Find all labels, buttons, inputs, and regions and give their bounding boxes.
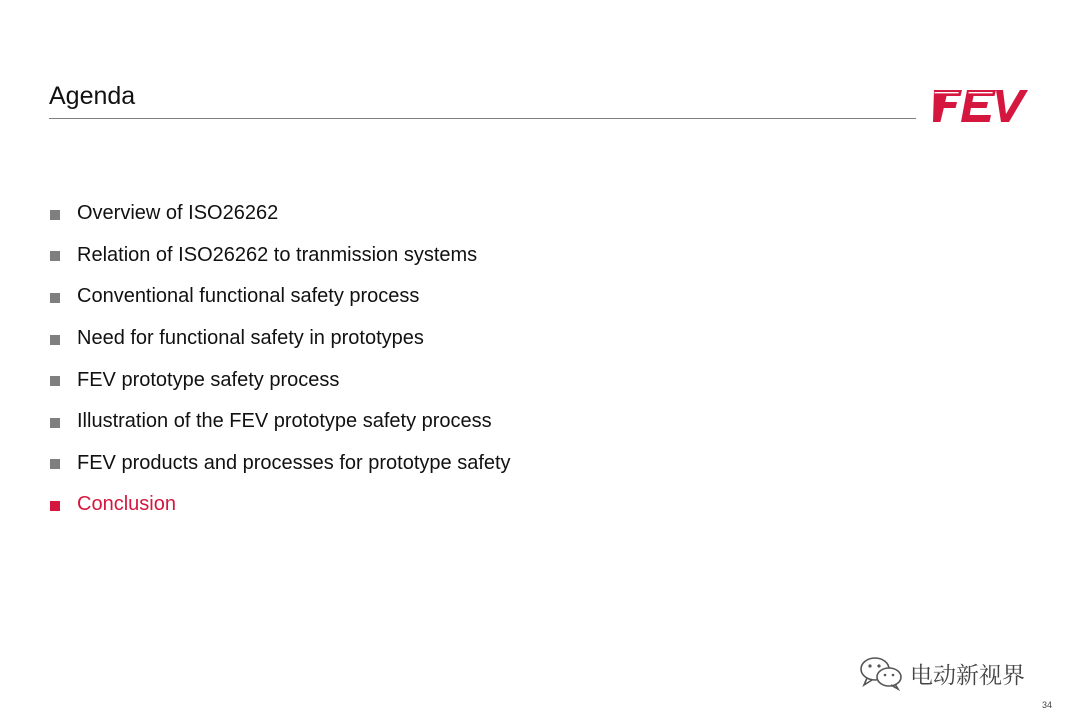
agenda-list	[50, 193, 511, 526]
agenda-item	[50, 443, 511, 485]
agenda-item-label: Need for functional safety in prototypes	[77, 327, 424, 350]
bullet-square-icon	[50, 210, 60, 220]
agenda-item-label: Overview of ISO26262	[77, 202, 279, 225]
agenda-item-label: Conclusion	[77, 493, 176, 516]
title-divider	[49, 118, 916, 119]
agenda-item-label: Relation of ISO26262 to tranmission systems	[77, 243, 478, 266]
agenda-item-current	[50, 484, 511, 526]
agenda-item	[50, 318, 511, 360]
agenda-item-label: FEV products and processes for prototype safety	[77, 451, 511, 474]
agenda-item-label: Conventional functional safety process	[77, 285, 420, 308]
watermark-text: 电动新视界	[910, 662, 1025, 689]
bullet-square-icon	[50, 459, 60, 469]
bullet-square-icon	[50, 293, 60, 303]
agenda-item	[50, 359, 511, 401]
agenda-item	[50, 193, 511, 235]
bullet-square-icon	[50, 418, 60, 428]
agenda-item	[50, 235, 511, 277]
bullet-square-icon	[50, 501, 60, 511]
agenda-item-label: Illustration of the FEV prototype safety process	[77, 410, 492, 433]
slide-title: Agenda	[49, 82, 136, 110]
bullet-square-icon	[50, 376, 60, 386]
wechat-icon	[858, 655, 904, 691]
bullet-square-icon	[50, 251, 60, 261]
page-number: 34	[1041, 700, 1052, 710]
agenda-item-label: FEV prototype safety process	[77, 368, 340, 391]
watermark	[858, 653, 1025, 693]
bullet-square-icon	[50, 335, 60, 345]
agenda-item	[50, 276, 511, 318]
agenda-item	[50, 401, 511, 443]
fev-logo	[926, 86, 1032, 124]
